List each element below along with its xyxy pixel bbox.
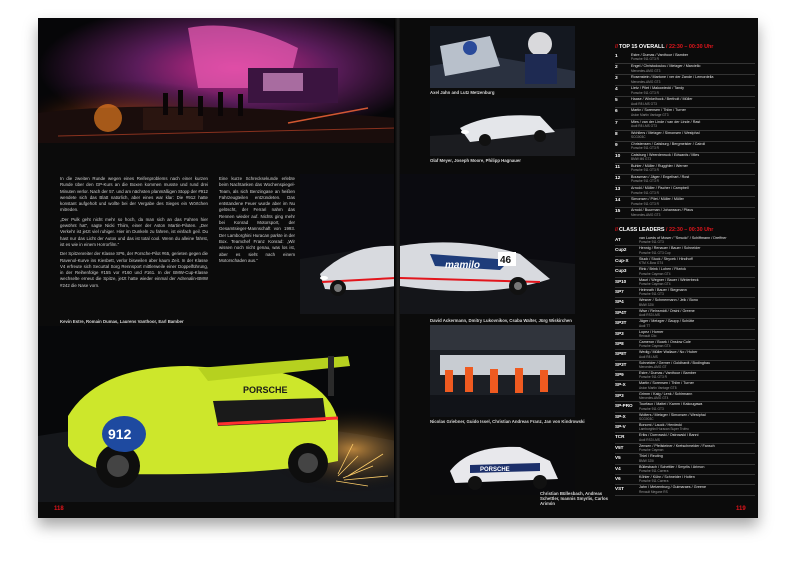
drivers-text: Jahn / Metzenburg / Guimaraes / Greene: [639, 485, 707, 490]
class-cell: V5T: [615, 444, 624, 450]
drivers-text: Mies / van der Linde / van der Linde / Rast: [631, 119, 701, 124]
drivers-text: Martin / Sorensen / Thiim / Turner: [639, 381, 694, 386]
table-row: [615, 298, 755, 308]
photo-porsche-911: [430, 427, 575, 495]
entry-cell: [639, 423, 755, 431]
photo-car912-night: [38, 326, 396, 502]
drivers-text: Köhler / Kühn / Schneider / Holten: [639, 474, 695, 479]
class-cell: V5: [615, 455, 621, 461]
rank-cell: 2: [615, 65, 618, 71]
right-page: [400, 18, 758, 518]
photo3-caption: David Ackermann, Dmitry Lukovnikov, Csaba Walter, Jürg Wiskirchen: [430, 318, 572, 323]
photo-fans-night: [38, 18, 396, 143]
table-row: [615, 465, 755, 475]
class-cell: TCR: [615, 434, 625, 440]
entry-cell: [639, 402, 755, 410]
class-cell: SP3: [615, 392, 624, 398]
drivers-text: Bouwman / Jäger / Engelhart / Rost: [631, 175, 690, 180]
class-cell: AT: [615, 237, 621, 242]
table-row: [615, 267, 755, 277]
car-text: Lamborghini Huracan Super Trofeo: [639, 427, 689, 432]
entry-cell: [631, 153, 755, 161]
drivers-text: Hennig / Renauer / Bauer / Schneider: [639, 246, 701, 251]
rank-cell: 14: [615, 198, 621, 204]
table-row: [615, 64, 755, 75]
left-page: [38, 18, 396, 518]
table-row: [615, 371, 755, 381]
magazine-spread: [38, 18, 758, 518]
entry-cell: [631, 120, 755, 128]
drivers-text: Eriks / Dorrowski / Ostrowski / Banni: [639, 433, 699, 438]
entry-cell: [639, 350, 755, 358]
entry-cell: [639, 465, 755, 473]
drivers-text: van Lueds of Moser / "Smudo" / Schiffmann / Dreffner: [639, 236, 727, 240]
car-text: Porsche 911 GT3: [639, 292, 664, 297]
car-text: Mercedes-AMG GT: [639, 365, 667, 370]
table-row: [615, 120, 755, 131]
entry-cell: [639, 475, 755, 483]
car-text: Mercedes-AMG GT3: [631, 68, 661, 73]
drivers-text: Haase / Winkelhock / Bertholt / Müller: [631, 97, 693, 102]
table-row: [615, 475, 755, 485]
class-cell: SP8T: [615, 351, 627, 357]
car-text: Porsche 911 GT3 R: [631, 201, 659, 206]
article-column-1: In die zweiten Runde wegen eines Reifenproblems nach einer kurzen Runde über den GP-Kurs an die Boxen kommen musste und rund drei Minuten verlor. Nach der 57. und am nächsten planmäßigen Stopp der #912 wendete sich das Blatt natürlich, aber eines war klar: Die #912 hatte konstant aufgeholt und wollte bei der Vergabe des Sieges ein Wörtchen mitreden. „Der Pulk geht nicht mehr so hoch, da man sich an das Fahren hier gewöhnt hat“, sagte Nicki Thiim, einer der Aston Martin-Piloten. „Der Verkehr ist jetzt viel ruhiger. Hier im Dunkeln zu fahren, ist einfach geil. Du hast nur das Licht der Autos und das ist total cool. Wenn du alleine fährst, ist es wie in einem Horrorfilm.“ Der Spitzenreiter der Klasse SP6, der Porsche-Pilot #65, gerieten gegen die Ravenol-Kurve ins Kiesbett, verlor bisweilen aber kaum Zeit. In der Klasse V4 erfreute sich Securtal Sorg Rennsport mittlerweile einer Doppelführung, in der Reihenfolge #155 vor #160 und #161. In der BMW-Cup-Klasse wechselte erneut die Spitze, jetzt hatte wieder einmal der Adrenalin-BMW #242 die Nase vorn.: [60, 176, 208, 288]
car-text: SCG003C: [631, 135, 646, 140]
car-text: Aston Martin Vantage GT8: [639, 385, 677, 390]
drivers-text: Wedig / Müller Wallace / No / Huber: [639, 350, 698, 355]
photo-car46-right-half: [400, 174, 575, 314]
table-row: [615, 208, 755, 219]
class-cell: SP-X: [615, 413, 626, 419]
photo2-caption: Olaf Meyer, Joseph Moore, Philipp Hagnauer: [430, 158, 521, 163]
car912-number: 912: [108, 426, 132, 442]
class-cell: V6: [615, 475, 621, 481]
table-row: [615, 454, 755, 464]
drivers-text: Rink / Brink / Lohen / Fitzrick: [639, 267, 686, 272]
class-cell: Cup3: [615, 268, 627, 274]
drivers-text: Estre / Dumas / Vanthoor / Bamber: [631, 53, 689, 57]
table-row: [615, 350, 755, 360]
car-text: Porsche Cayman: [639, 448, 664, 453]
table-row: [615, 330, 755, 340]
car-text: SCG003C: [639, 417, 654, 422]
car-text: Porsche Cayman GT4: [639, 281, 671, 286]
drivers-text: Engel / Christodoulou / Metzger / Marciello: [631, 64, 701, 69]
class-cell: SP-V: [615, 424, 626, 430]
drivers-text: Arnold / Buurman / Johansson / Pfaus: [631, 208, 694, 213]
table-row: [615, 108, 755, 119]
rank-cell: 8: [615, 131, 618, 137]
drivers-text: Lopez / Horner: [639, 329, 664, 334]
drivers-text: Zensen / Pfeilsteiner / Kretschmeider / Fansch: [639, 443, 715, 448]
photo-car46-left-half: [300, 174, 396, 314]
car-text: BMW 325i: [639, 458, 654, 463]
photo4-caption: Nicolas Griebner, Guido Issel, Christian Andreas Franz, Jan von Kindrowski: [430, 419, 585, 424]
porsche-sponsor: PORSCHE: [480, 467, 510, 473]
car-text: Porsche 911 GT3 R: [631, 179, 659, 184]
photo1-caption: Axel Jahn and Lutz Metzenburg: [430, 90, 495, 95]
car-text: Porsche Cayman GT4: [639, 271, 671, 276]
car-text: Audi R8 LMS GT3: [631, 123, 657, 128]
class-cell: SP-X: [615, 382, 626, 388]
table-row: [615, 164, 755, 175]
rank-cell: 9: [615, 142, 618, 148]
car-text: Audi R8 LMS GT3: [631, 101, 657, 106]
class-cell: V4: [615, 465, 621, 471]
rank-cell: 5: [615, 98, 618, 104]
drivers-text: Arnold / Müller / Fischer / Campbell: [631, 186, 689, 191]
drivers-text: Heimrath / Bauer / Stegmann: [639, 287, 687, 292]
table-row: [615, 86, 755, 97]
drivers-text: Wesner / Schmermann / Jelk / Bono: [639, 298, 698, 303]
class-cell: SP10: [615, 278, 627, 284]
photo5-caption: Christian Büllesbach, Andreas Schettler, Ioannis Smyrlis, Carlos Arimón: [540, 491, 609, 506]
entry-cell: [639, 267, 755, 275]
car-text: Mercedes-AMG GT3: [631, 79, 661, 84]
page-number-left: 118: [54, 506, 64, 512]
entry-cell: [631, 86, 755, 94]
photo-bmw-night: [430, 98, 575, 156]
entry-cell: [639, 371, 755, 379]
table-row: [615, 131, 755, 142]
table-row: [615, 288, 755, 298]
car-text: Porsche 911 Carrera: [639, 469, 669, 473]
rank-cell: 1: [615, 54, 618, 59]
car-text: Audi RS3 LMS: [639, 313, 660, 318]
table-row: [615, 402, 755, 412]
car-text: Porsche 911 GT3 R: [631, 168, 659, 173]
class-cell: SP-PRO: [615, 403, 633, 409]
class-cell: Cup2: [615, 247, 627, 253]
table-row: [615, 175, 755, 186]
drivers-text: Stuck / Stuck / Strycek / Hindhoff: [639, 256, 693, 261]
entry-cell: [639, 257, 755, 265]
drivers-text: Wohllers / Metzger / Simonsen / Westphal: [631, 130, 700, 135]
class-cell: SP3T: [615, 361, 627, 367]
drivers-text: Buhler / Müller / Rugghler / Werner: [631, 163, 688, 168]
class-cell: SP8: [615, 340, 624, 346]
entry-cell: [631, 186, 755, 194]
table-row: [615, 53, 755, 64]
entry-cell: [631, 175, 755, 183]
drivers-text: Büllesbach / Schettler / Smyrlis / Arimon: [639, 464, 705, 469]
rank-cell: 15: [615, 209, 621, 215]
car-text: Renault Clio: [639, 333, 657, 338]
car-text: Porsche 911 GT3: [639, 406, 664, 411]
class-leaders-heading: //CLASS LEADERS / 22:30 – 00:30 Uhr: [615, 227, 714, 233]
drivers-text: Wolters / Metzger / Simonsen / Westphal: [639, 412, 706, 417]
table-row: [615, 142, 755, 153]
table-row: [615, 423, 755, 433]
entry-cell: [631, 53, 755, 61]
entry-cell: [631, 108, 755, 116]
class-cell: Cup-X: [615, 257, 629, 263]
drivers-text: Bonomi / Lauck / Herdecki: [639, 423, 683, 428]
page-number-right: 119: [736, 506, 746, 512]
rank-cell: 10: [615, 153, 621, 159]
table-row: [615, 186, 755, 197]
car46-number: 46: [500, 255, 512, 266]
entry-cell: [639, 454, 755, 462]
class-cell: SP7: [615, 288, 624, 294]
class-leaders-table: [615, 236, 755, 496]
table-row: [615, 381, 755, 391]
rank-cell: 11: [615, 164, 621, 170]
entry-cell: [639, 381, 755, 389]
class-cell: SP3: [615, 330, 624, 336]
class-cell: SP4T: [615, 309, 627, 315]
entry-cell: [639, 485, 755, 493]
entry-cell: [639, 433, 755, 441]
car-text: Audi RS3 LMS: [639, 437, 660, 442]
table-row: [615, 246, 755, 256]
table-row: [615, 319, 755, 329]
table-row: [615, 361, 755, 371]
entry-cell: [639, 392, 755, 400]
drivers-text: Catsburg / Weerdenruck / Edwards / Mies: [631, 152, 700, 157]
table-row: [615, 197, 755, 208]
rank-cell: 6: [615, 109, 618, 115]
article-column-2: Eine kurze Schrecksekunde erlebte beim Nachtanken das Wochenspiegel-Team, als sich Benzingase an heißen Fahrzeugteilen entzündeten. Das entstandene Feuer wurde aber im Nu gelöscht, der Ferrari nahm das Rennen wieder auf. Nichts ging mehr bei Konrad Motorsport, der Gesamtsieger-Mannschaft von 1993. Der Lamborghini Huracan parkte in der Box. Teamchef Franz Konrad: „Wir wissen noch nicht genau, was los ist, aber es sieht nach einem Motorschaden aus.“: [219, 176, 295, 263]
entry-cell: [631, 208, 755, 216]
top15-table: [615, 53, 755, 219]
entry-cell: [631, 131, 755, 139]
table-row: [615, 340, 755, 350]
entry-cell: [631, 97, 755, 105]
entry-cell: [639, 298, 755, 306]
car-text: BMW M6 GT3: [631, 157, 652, 162]
drivers-text: Mauri / Wegner / Bauer / Winterbeck: [639, 277, 699, 282]
car-text: Porsche Cayman GT4: [639, 344, 671, 349]
class-cell: SP9: [615, 372, 624, 378]
car-text: KTM X-Bow GT4: [639, 261, 664, 266]
car-text: Porsche 911 GT3 R: [639, 375, 667, 380]
car-text: Porsche 911 GT3: [639, 240, 664, 245]
top15-heading: //TOP 15 OVERALL / 22:30 – 00:30 Uhr: [615, 44, 714, 50]
rank-cell: 4: [615, 87, 618, 93]
rank-cell: 13: [615, 187, 621, 193]
car-text: Renault Megane RS: [639, 489, 668, 494]
car-text: Porsche 911 Carrera: [639, 479, 669, 484]
entry-cell: [639, 246, 755, 254]
car-text: Aston Martin Vantage GT3: [631, 112, 669, 117]
table-row: [615, 309, 755, 319]
entry-cell: [639, 288, 755, 296]
drivers-text: Simonsen / Pilet / Müller / Müller: [631, 197, 684, 202]
class-cell: SP3T: [615, 320, 627, 326]
drivers-text: Christensen / Catsburg / Bergmeister / Cairoli: [631, 141, 706, 146]
photo-caption-car912: Kevin Estre, Romain Dumas, Laurens Vanthoor, Earl Bamber: [60, 319, 184, 324]
table-row: [615, 257, 755, 267]
table-row: [615, 413, 755, 423]
entry-cell: [631, 64, 755, 72]
car-text: Audi TT: [639, 323, 651, 328]
car-text: Porsche 911 GT3 R: [631, 146, 659, 151]
drivers-text: Martin / Sorensen / Thiim / Turner: [631, 108, 686, 113]
table-row: [615, 75, 755, 86]
drivers-text: Rosenstein / Martone / ver der Zande / Lemordella: [631, 75, 714, 80]
table-row: [615, 278, 755, 288]
car-text: Audi R8 LMS: [639, 354, 658, 359]
entry-cell: [639, 340, 755, 348]
class-cell: VST: [615, 486, 624, 492]
rank-cell: 12: [615, 176, 621, 182]
table-row: [615, 433, 755, 443]
car-text: BMW 325i: [639, 302, 654, 307]
entry-cell: [639, 309, 755, 317]
car-text: Mercedes-AMG GT4: [639, 396, 669, 401]
table-row: [615, 485, 755, 495]
table-row: [615, 97, 755, 108]
entry-cell: [631, 197, 755, 205]
car-text: Mercedes-AMG GT3: [631, 212, 661, 217]
entry-cell: [631, 142, 755, 150]
drivers-text: Wise / Reinsmidt / Orsini / Greene: [639, 308, 695, 313]
rank-cell: 3: [615, 76, 618, 82]
entry-cell: [639, 444, 755, 452]
car912-brand: PORSCHE: [243, 385, 288, 395]
entry-cell: [639, 278, 755, 286]
entry-cell: [639, 361, 755, 369]
car46-sponsor: mamilo: [445, 260, 481, 271]
table-row: [615, 236, 755, 246]
entry-cell: [639, 236, 755, 244]
table-row: [615, 392, 755, 402]
drivers-text: Estre / Dumas / Vanthoor / Bamber: [639, 371, 697, 376]
drivers-text: Cameron / Boark / Onslow Cole: [639, 339, 691, 344]
class-cell: SP4: [615, 299, 624, 305]
entry-cell: [631, 75, 755, 83]
drivers-text: Schneider / Gerner / Goldhardt / Bodingbau: [639, 360, 711, 365]
car-text: Porsche 911 GT3 R: [631, 57, 659, 62]
entry-cell: [639, 413, 755, 421]
entry-cell: [631, 164, 755, 172]
drivers-text: Tourfaux / Mattei / Kamm / Kakougawa: [639, 402, 703, 407]
car-text: Porsche 911 GT3 Cup: [639, 250, 671, 255]
table-row: [615, 444, 755, 454]
drivers-text: Lietz / Pilet / Makowiecki / Tandy: [631, 86, 685, 91]
entry-cell: [639, 330, 755, 338]
drivers-text: Thiel / Reuting: [639, 454, 663, 459]
table-row: [615, 153, 755, 164]
car-text: Porsche 911 GT3 R: [631, 90, 659, 95]
car-text: Porsche 911 GT3 R: [631, 190, 659, 195]
drivers-text: Jäger / Metzger / Gaupp / Schütte: [639, 319, 695, 324]
entry-cell: [639, 319, 755, 327]
photo-drivers-cockpit: [430, 26, 575, 88]
drivers-text: Grimm / Kaig / Lenk / Schirmann: [639, 391, 693, 396]
rank-cell: 7: [615, 120, 618, 126]
photo-pit-stop: [430, 325, 575, 417]
